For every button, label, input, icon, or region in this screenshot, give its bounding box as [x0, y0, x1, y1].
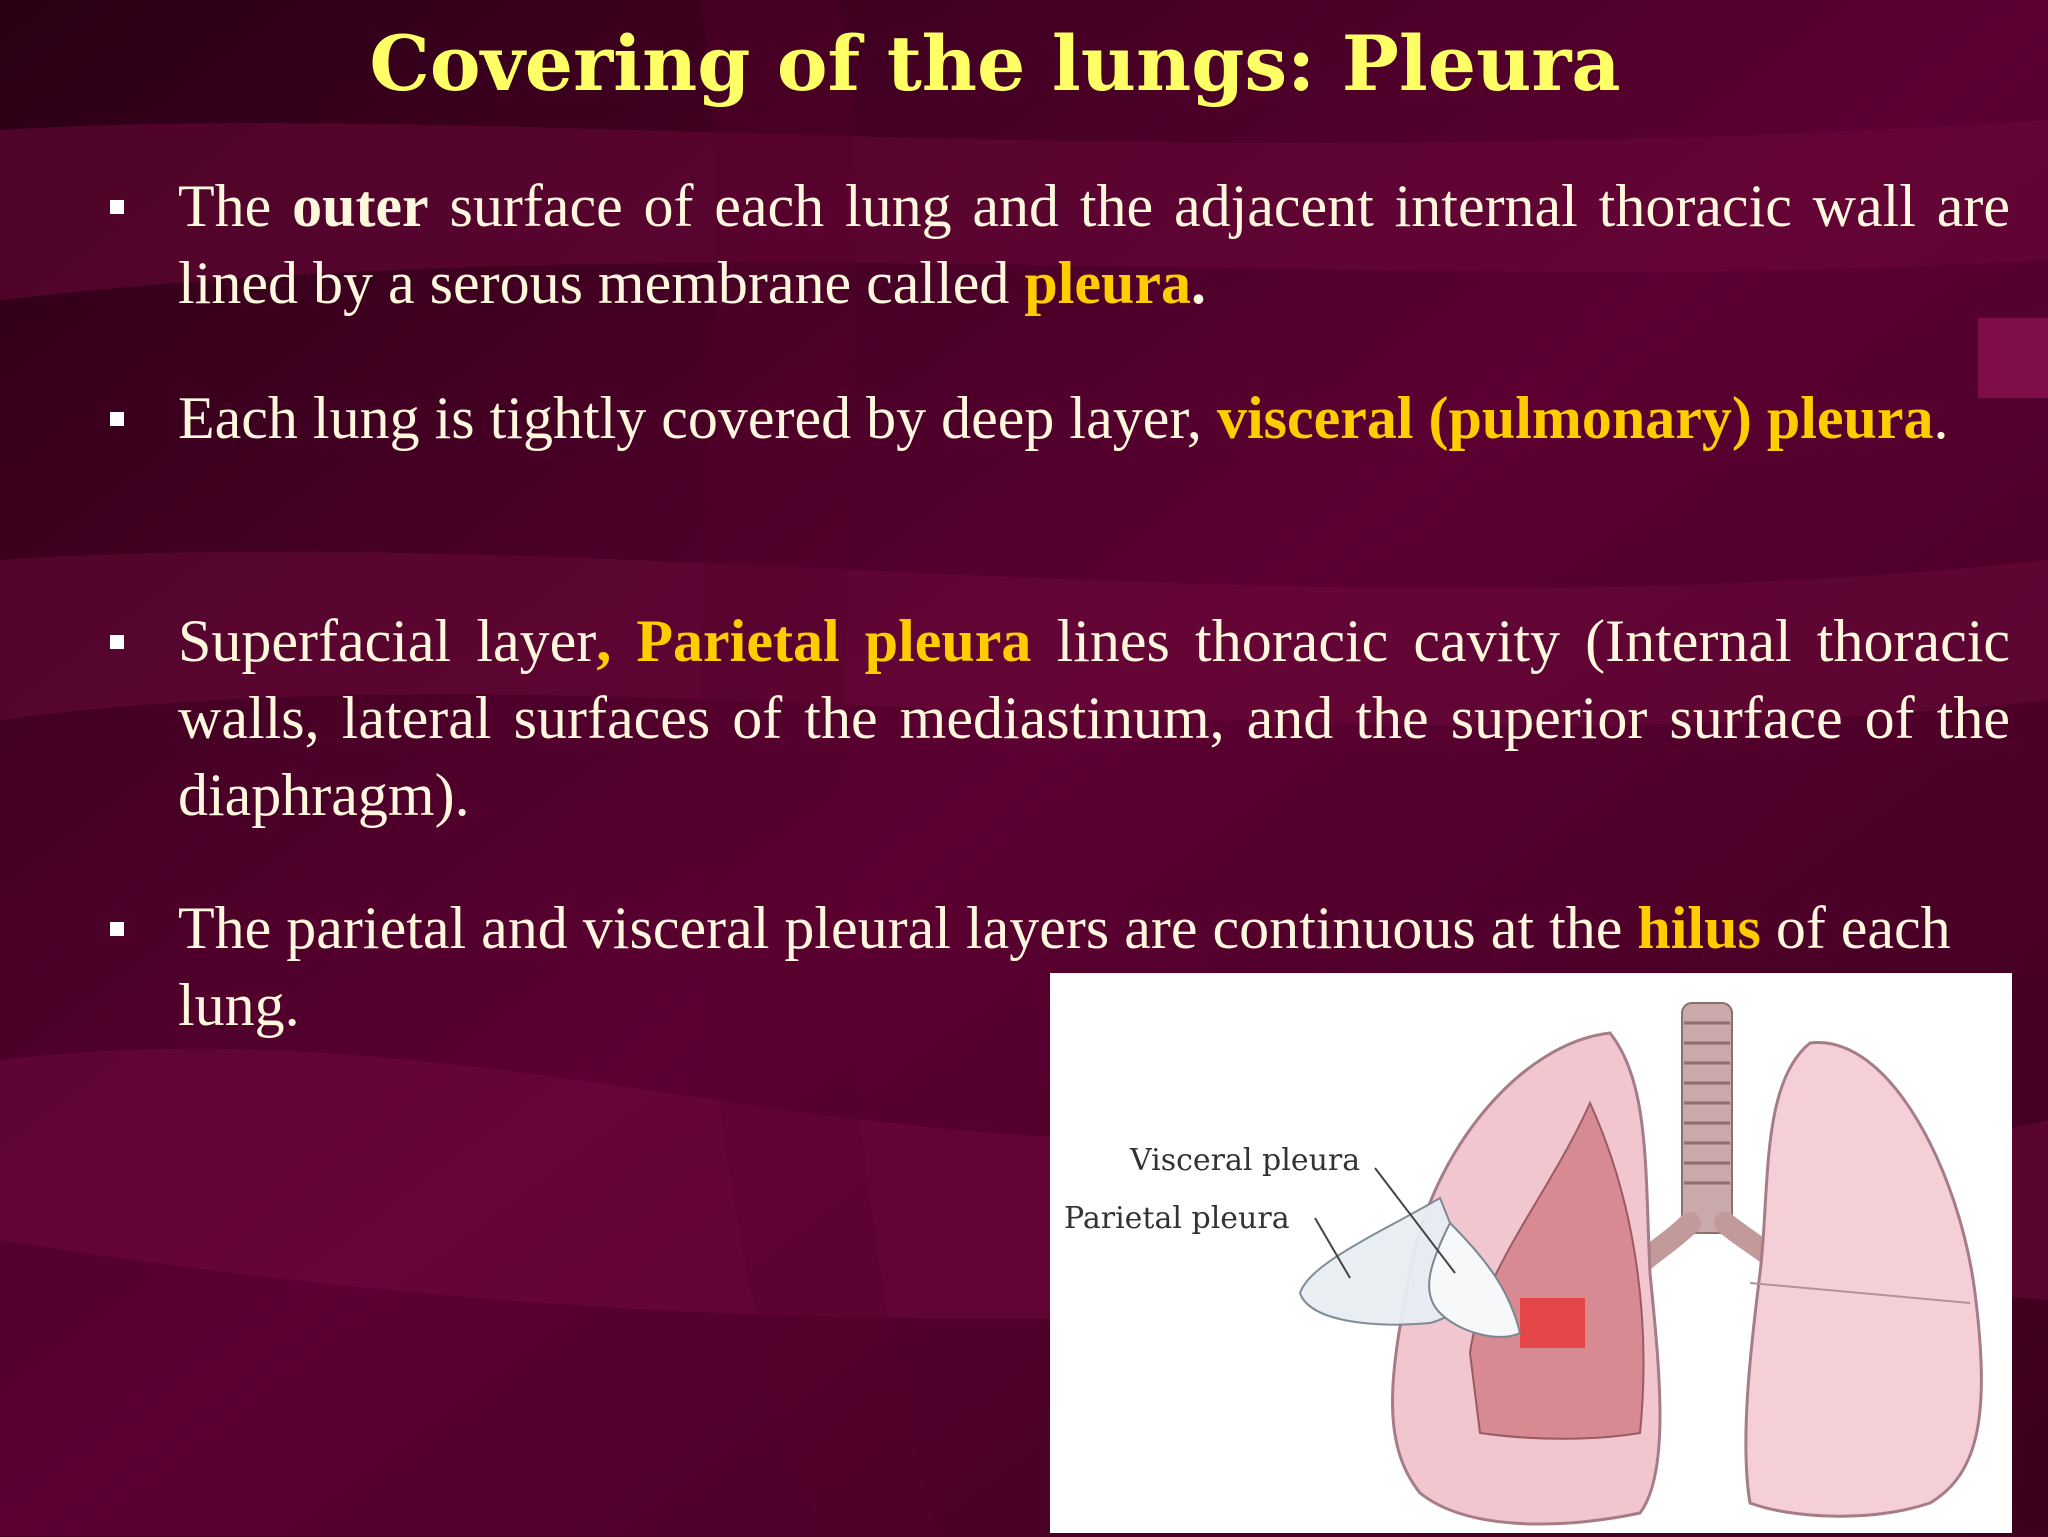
bullet-item-2	[100, 380, 2010, 457]
lungs-diagram	[1050, 973, 2012, 1533]
lung-pleura-illustration	[1050, 973, 2012, 1533]
bullet-text: Each lung is tightly covered by deep layer, visceral (pulmonary) pleura.	[178, 385, 1949, 451]
visceral-pleura-label: Visceral pleura	[1130, 1143, 1361, 1178]
slide-title: Covering of the lungs: Pleura	[369, 19, 1621, 108]
bullet-square-icon	[110, 922, 124, 936]
bullet-item-1	[100, 168, 2010, 322]
parietal-pleura-label: Parietal pleura	[1064, 1201, 1290, 1236]
bullet-text: The parietal and visceral pleural layers are continuous at the hilus of each lung.	[178, 895, 1951, 1038]
bullet-square-icon	[110, 412, 124, 426]
bullet-item-3	[100, 603, 2010, 834]
bullet-text: The outer surface of each lung and the adjacent internal thoracic wall are lined by a serous membrane called pleura.	[178, 173, 2010, 316]
bullet-square-icon	[110, 200, 124, 214]
bullet-text: Superfacial layer, Parietal pleura lines thoracic cavity (Internal thoracic walls, lateral surfaces of the mediastinum, and the superior surface of the diaphragm).	[178, 608, 2011, 828]
bullet-square-icon	[110, 635, 124, 649]
